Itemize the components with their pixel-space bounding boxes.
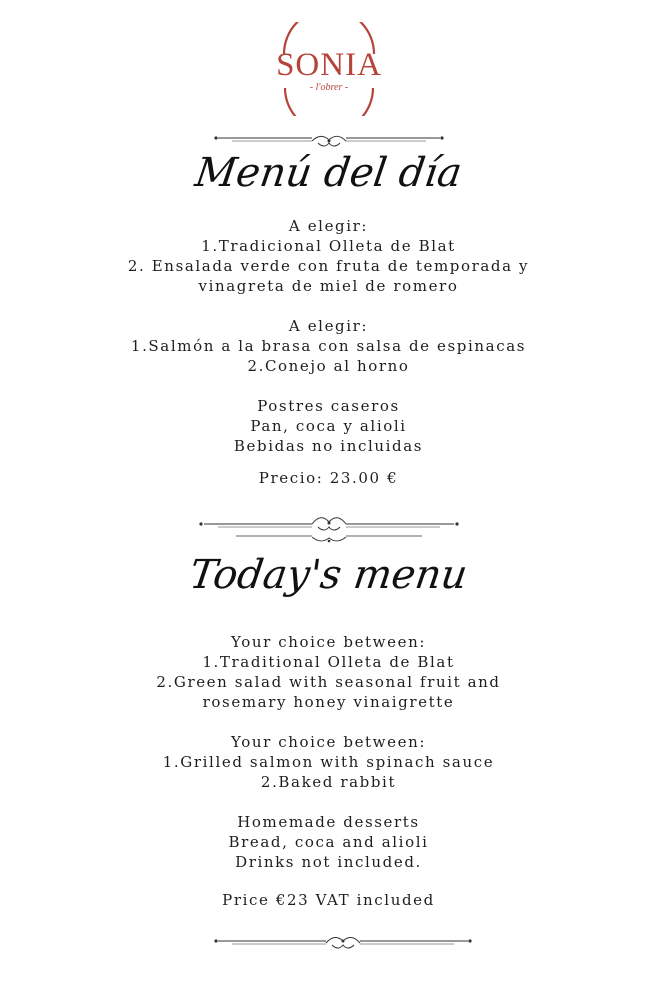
menu-item: rosemary honey vinaigrette <box>202 693 455 711</box>
menu-extra: Postres caseros <box>257 397 400 415</box>
ornament-divider-middle <box>196 510 462 550</box>
course-heading: Your choice between: <box>231 733 426 751</box>
logo-subtitle: - l'obrer - <box>309 82 349 93</box>
price: Precio: 23.00 € <box>258 469 399 487</box>
menu-block-english <box>0 632 657 910</box>
menu-extra: Pan, coca y alioli <box>250 417 407 435</box>
menu-title-english: Today's menu <box>186 552 471 598</box>
menu-item: 1.Tradicional Olleta de Blat <box>201 237 456 255</box>
menu-extra: Homemade desserts <box>237 813 420 831</box>
course-heading: A elegir: <box>288 317 369 335</box>
menu-item: 2.Conejo al horno <box>247 357 410 375</box>
menu-item: 1.Traditional Olleta de Blat <box>202 653 455 671</box>
menu-item: 2. Ensalada verde con fruta de temporada y <box>127 257 530 275</box>
ornament-divider-top <box>212 133 446 149</box>
menu-extra: Drinks not included. <box>235 853 422 871</box>
logo-emblem <box>268 22 390 116</box>
course-heading: Your choice between: <box>231 633 426 651</box>
course-heading: A elegir: <box>288 217 369 235</box>
menu-extra: Bebidas no incluidas <box>233 437 424 455</box>
menu-extra: Bread, coca and alioli <box>228 833 429 851</box>
menu-item: 2.Green salad with seasonal fruit and <box>156 673 501 691</box>
price: Price €23 VAT included <box>222 891 435 909</box>
menu-item: vinagreta de miel de romero <box>198 277 459 295</box>
logo-name: SONIA <box>276 47 382 83</box>
menu-item: 1.Salmón a la brasa con salsa de espinacas <box>130 337 527 355</box>
menu-block-spanish <box>0 216 657 488</box>
ornament-divider-bottom <box>212 932 474 950</box>
menu-item: 2.Baked rabbit <box>260 773 397 791</box>
restaurant-logo <box>268 22 390 116</box>
menu-title-spanish: Menú del día <box>192 150 465 196</box>
menu-item: 1.Grilled salmon with spinach sauce <box>162 753 495 771</box>
